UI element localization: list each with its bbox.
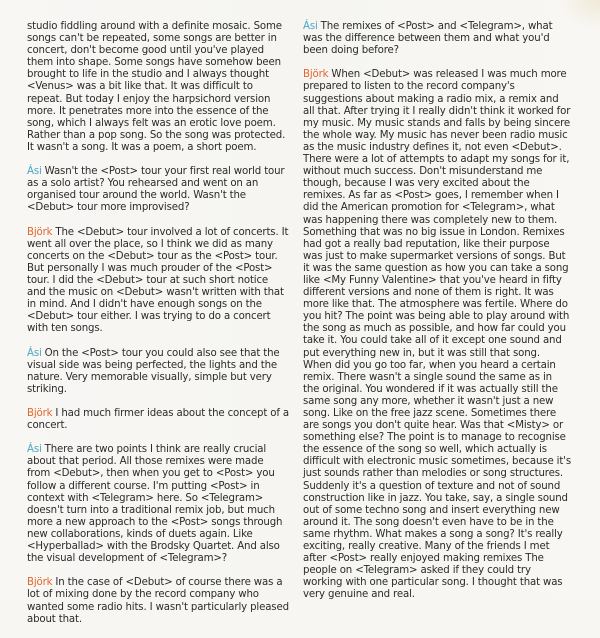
paragraph-text: On the <Post> tour you could also see that the visual side was being perfected, the lights and the nature. Very memorable visually, simple but very striking. (27, 347, 280, 395)
paragraph-text: The remixes of <Post> and <Telegram>, what was the difference between them and what you'd been doing before? (303, 21, 553, 57)
interview-paragraph-bjork (27, 577, 289, 625)
speaker-label-bjork: Björk (303, 69, 329, 81)
paragraph-text: Wasn't the <Post> tour your first real world tour as a solo artist? You rehearsed and went on an organised tour around the world. Wasn't the <Debut> tour more improvised? (27, 166, 285, 214)
interview-paragraph-bjork (27, 227, 289, 336)
right-column (303, 21, 571, 614)
interview-paragraph-asi (303, 21, 571, 57)
paragraph-text: In the case of <Debut> of course there was a lot of mixing done by the record company who wanted some radio hits. I wasn't particularly pleased about that. (27, 577, 289, 625)
speaker-label-bjork: Björk (27, 577, 53, 589)
interview-paragraph-bjork (303, 69, 571, 601)
interview-paragraph-bjork (27, 408, 289, 432)
speaker-label-bjork: Björk (27, 408, 53, 419)
paragraph-text: studio fiddling around with a definite mosaic. Some songs can't be repeated, some songs are better in concert, don't become good until you've played them into shape. Some songs have somehow been brought to life in the studio and I always thought <Venus> was a bit like that. It was difficult to repeat. But today I enjoy the harpsichord version more. It penetrates more into the essence of the song, which I always felt was an erotic love poem. Rather than a pop song. So the song was protected. It wasn't a song. It was a poem, a short poem. (27, 21, 286, 153)
speaker-label-asi: Ási (27, 444, 42, 456)
speaker-label-asi: Ási (27, 347, 42, 359)
speaker-label-asi: Ási (303, 21, 318, 32)
interview-paragraph-asi (27, 348, 289, 396)
interview-paragraph-asi (27, 166, 289, 214)
paragraph-text: I had much firmer ideas about the concept of a concert. (27, 408, 289, 432)
speaker-label-asi: Ási (27, 166, 42, 178)
interview-paragraph (27, 21, 289, 154)
paragraph-text: There are two points I think are really crucial about that period. All those remixes were made from <Debut>, then when you get to <Post> you follow a different course. I'm putting <Post> in context with <Telegram> here. So <Telegram> doesn't turn into a traditional remix job, but much more a new approach to the <Post> songs through new collaborations, kinds of duets again. Like <Hyperballad> with the Brodsky Quartet. And also the visual development of <Telegram>? (27, 444, 283, 565)
left-column (27, 21, 289, 638)
paragraph-text: When <Debut> was released I was much more prepared to listen to the record company's suggestions about making a radio mix, a remix and all that. After trying it I really didn't think it worked for my music. My music stands and falls by being sincere the whole way. My music has never been radio music as the music industry defines it, not even <Debut>. There were a lot of attempts to adapt my songs for it, without much success. Don't misunderstand me though, because I was very excited about the remixes. As far as <Post> goes, I remember when I did the American promotion for <Telegram>, what was happening there was completely new to them. Something that was no big issue in London. Remixes had got a really bad reputation, like their purpose was just to make supermarket versions of songs. But it was the same question as how you can take a song like <My Funny Valentine> that you've heard in fifty different versions and none of them is right. It was more like that. The atmosphere was fertile. Where do you hit? The point was being able to play around with the song as much as possible, and how far could you take it. You could take all of it except one sound and put everything new in, but it was still that song. When did you go too far, when you heard a certain remix. There wasn't a single sound the same as in the original. You wondered if it was actually still the same song any more, whether it wasn't just a new song. Like on the free jazz scene. Sometimes there are songs you don't quite hear. Was that <Misty> or something else? The point is to manage to recognise the essence of the song so well, which actually is difficult with electronic music sometimes, because it's just sounds rather than melodies or song structures. Suddenly it's a question of texture and not of sound construction like in jazz. You take, say, a single sound out of some techno song and insert everything new around it. The song doesn't even have to be in the same rhythm. What makes a song a song? It's really exciting, really creative. Many of the friends I met after <Post> really enjoyed making remixes The people on <Telegram> asked if they could try working with one particular song. I thought that was very genuine and real. (303, 69, 571, 601)
paragraph-text: The <Debut> tour involved a lot of concerts. It went all over the place, so I think we did as many concerts on the <Debut> tour as the <Post> tour. But personally I was much prouder of the <Post> tour. I did the <Debut> tour at such short notice and the music on <Debut> wasn't written with that in mind. And I didn't have enough songs on the <Debut> tour either. I was trying to do a concert with ten songs. (27, 226, 289, 335)
interview-paragraph-asi (27, 444, 289, 565)
speaker-label-bjork: Björk (27, 226, 53, 238)
